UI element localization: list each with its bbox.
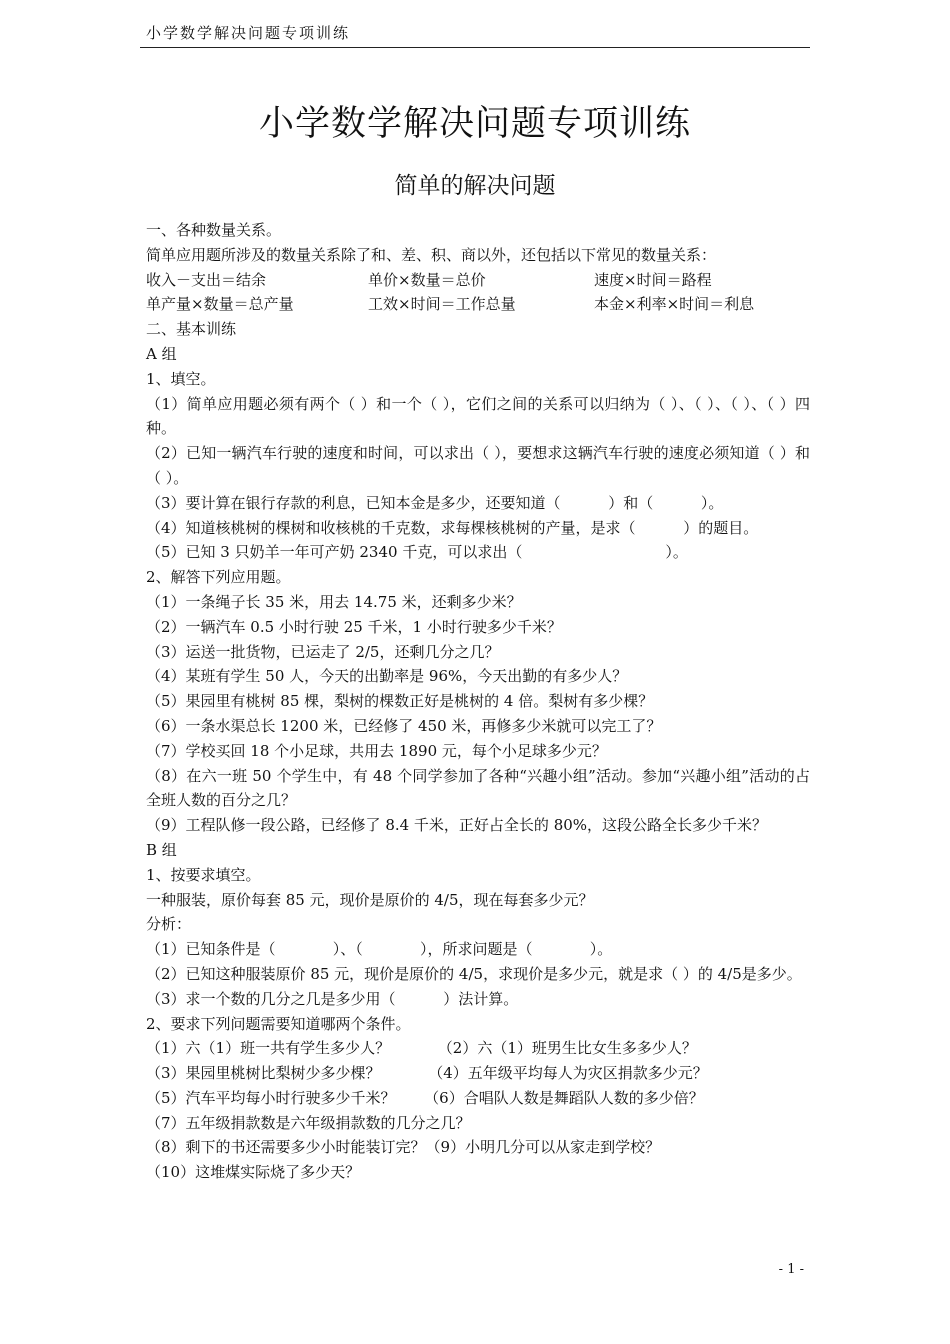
a2-heading: 2、解答下列应用题。	[146, 568, 291, 587]
page-number: - 1 -	[778, 1262, 804, 1277]
formula-row-2	[146, 292, 810, 317]
b2-row-1: （1）六（1）班一共有学生多少人？ （2）六（1）班男生比女生多多少人？	[146, 1039, 697, 1058]
b1-question-2: （2）已知这种服装原价 85 元，现价是原价的 4/5，求现价是多少元，就是求（ ）的 4/5是多少。	[146, 964, 802, 983]
a2-question-9: （9）工程队修一段公路，已经修了 8.4 千米，正好占全长的 80%，这段公路全长多少千米？	[146, 816, 768, 835]
section-heading-1: 一、各种数量关系。	[146, 221, 282, 239]
section-intro: 简单应用题所涉及的数量关系除了和、差、积、商以外，还包括以下常见的数量关系：	[146, 245, 717, 264]
formula-row-1	[146, 268, 810, 293]
formula-income: 收入－支出＝结余	[146, 270, 267, 289]
b1-problem: 一种服装，原价每套 85 元，现价是原价的 4/5，现在每套多少元？	[146, 890, 594, 909]
a2-question-8: （8）在六一班 50 个学生中，有 48 个同学参加了各种“兴趣小组”活动。参加“兴趣小组”活动的占全班人数的百分之几？	[146, 766, 810, 810]
b2-row-3: （5）汽车平均每小时行驶多少千米？ （6）合唱队人数是舞蹈队人数的多少倍？	[146, 1088, 704, 1107]
a2-question-7: （7）学校买回 18 个小足球，共用去 1890 元，每个小足球多少元？	[146, 741, 607, 760]
running-header: 小学数学解决问题专项训练	[146, 24, 351, 42]
b1-analysis-label: 分析：	[146, 915, 192, 934]
a1-question-3: （3）要计算在银行存款的利息，已知本金是多少，还要知道（ ）和（ ）。	[146, 493, 724, 512]
formula-yield: 单产量×数量＝总产量	[146, 295, 294, 314]
b2-row-6: （10）这堆煤实际烧了多少天？	[146, 1163, 361, 1182]
a1-question-1: （1）简单应用题必须有两个（ ）和一个（ ），它们之间的关系可以归纳为（ ）、（ ）、（ ）、（ ）四种。	[146, 394, 810, 438]
b2-heading: 2、要求下列问题需要知道哪两个条件。	[146, 1014, 411, 1033]
a2-question-3: （3）运送一批货物，已运走了 2/5，还剩几分之几？	[146, 642, 500, 661]
b2-row-4: （7）五年级捐款数是六年级捐款数的几分之几？	[146, 1113, 471, 1132]
a1-question-2: （2）已知一辆汽车行驶的速度和时间，可以求出（ ），要想求这辆汽车行驶的速度必须知道（ ）和（ ）。	[146, 444, 810, 487]
b2-row-2: （3）果园里桃树比梨树少多少棵？ （4）五年级平均每人为灾区捐款多少元？	[146, 1064, 708, 1083]
a2-question-2: （2）一辆汽车 0.5 小时行驶 25 千米，1 小时行驶多少千米？	[146, 617, 562, 636]
formula-price: 单价×数量＝总价	[368, 270, 486, 289]
page-subtitle: 简单的解决问题	[394, 173, 556, 199]
a1-heading: 1、填空。	[146, 369, 216, 388]
b1-question-3: （3）求一个数的几分之几是多少用（ ）法计算。	[146, 989, 519, 1008]
b1-heading: 1、按要求填空。	[146, 865, 261, 884]
b1-question-1: （1）已知条件是（ ）、（ ），所求问题是（ ）。	[146, 940, 613, 959]
formula-work: 工效×时间＝工作总量	[368, 295, 516, 314]
a1-question-5: （5）已知 3 只奶羊一年可产奶 2340 千克，可以求出（ ）。	[146, 543, 688, 562]
document-body	[146, 218, 810, 1185]
section-heading-2: 二、基本训练	[146, 320, 237, 339]
group-a-label: A 组	[146, 344, 177, 363]
formula-speed: 速度×时间＝路程	[594, 270, 712, 289]
page-title: 小学数学解决问题专项训练	[258, 104, 691, 144]
a2-question-4: （4）某班有学生 50 人，今天的出勤率是 96%，今天出勤的有多少人？	[146, 667, 628, 686]
a2-question-6: （6）一条水渠总长 1200 米，已经修了 450 米，再修多少米就可以完工了？	[146, 716, 662, 735]
group-b-label: B 组	[146, 840, 177, 859]
a1-question-4: （4）知道核桃树的棵树和收核桃的千克数，求每棵核桃树的产量，是求（ ）的题目。	[146, 518, 759, 537]
a2-question-1: （1）一条绳子长 35 米，用去 14.75 米，还剩多少米？	[146, 592, 522, 611]
formula-interest: 本金×利率×时间＝利息	[594, 295, 755, 314]
a2-question-5: （5）果园里有桃树 85 棵，梨树的棵数正好是桃树的 4 倍。梨树有多少棵？	[146, 692, 654, 711]
header-rule	[140, 47, 810, 48]
b2-row-5: （8）剩下的书还需要多少小时能装订完？（9）小明几分可以从家走到学校？	[146, 1138, 661, 1157]
